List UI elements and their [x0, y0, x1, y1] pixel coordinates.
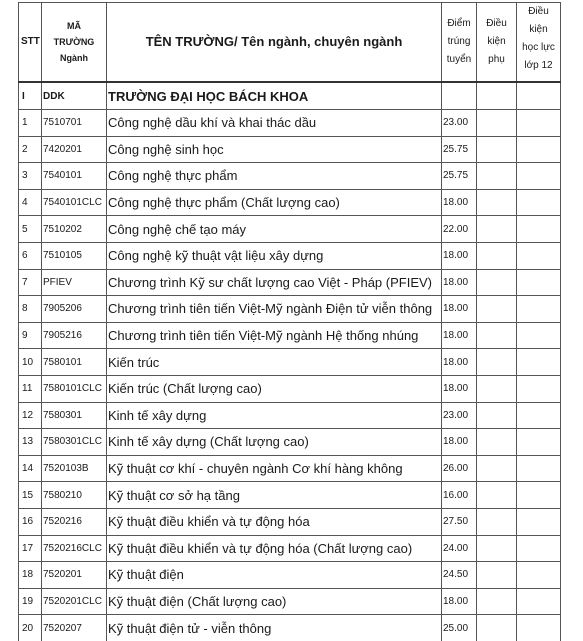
- row-score: 18.00: [442, 189, 477, 216]
- row-extra-condition: [477, 189, 517, 216]
- row-gpa-condition: [517, 163, 561, 190]
- row-gpa-condition: [517, 562, 561, 589]
- row-stt: 3: [19, 163, 42, 190]
- row-extra-condition: [477, 562, 517, 589]
- table-row: [19, 588, 561, 615]
- header-extra-line2: kiện: [487, 36, 506, 47]
- row-gpa-condition: [517, 615, 561, 641]
- row-score: 23.00: [442, 110, 477, 137]
- row-gpa-condition: [517, 242, 561, 269]
- row-score: 22.00: [442, 216, 477, 243]
- row-stt: 8: [19, 296, 42, 323]
- row-extra-condition: [477, 296, 517, 323]
- row-program-name: Kỹ thuật cơ sở hạ tầng: [107, 482, 442, 509]
- row-code: 7510105: [42, 242, 107, 269]
- row-extra-condition: [477, 322, 517, 349]
- row-program-name: Kỹ thuật điện: [107, 562, 442, 589]
- table-row: [19, 508, 561, 535]
- row-program-name: Công nghệ thực phẩm: [107, 163, 442, 190]
- row-gpa-condition: [517, 482, 561, 509]
- row-program-name: Kiến trúc: [107, 349, 442, 376]
- school-code: DDK: [42, 82, 107, 110]
- header-score-line1: Điểm: [447, 18, 471, 29]
- school-stt: I: [19, 82, 42, 110]
- row-gpa-condition: [517, 349, 561, 376]
- row-code: 7520201CLC: [42, 588, 107, 615]
- row-gpa-condition: [517, 375, 561, 402]
- row-score: 18.00: [442, 296, 477, 323]
- row-code: 7510701: [42, 110, 107, 137]
- row-code: 7905206: [42, 296, 107, 323]
- row-stt: 7: [19, 269, 42, 296]
- header-gpa-line3: học lực: [522, 42, 555, 53]
- row-score: 18.00: [442, 242, 477, 269]
- header-code-line2: TRƯỜNG: [53, 37, 95, 47]
- row-stt: 18: [19, 562, 42, 589]
- row-program-name: Kỹ thuật điện tử - viễn thông: [107, 615, 442, 641]
- header-score: [442, 3, 477, 83]
- row-program-name: Công nghệ chế tạo máy: [107, 216, 442, 243]
- row-stt: 14: [19, 455, 42, 482]
- table-body: [19, 82, 561, 641]
- header-score-line3: tuyển: [446, 54, 472, 65]
- row-program-name: Kỹ thuật điện (Chất lượng cao): [107, 588, 442, 615]
- table-row: [19, 535, 561, 562]
- row-extra-condition: [477, 615, 517, 641]
- table-row: [19, 189, 561, 216]
- row-code: PFIEV: [42, 269, 107, 296]
- row-code: 7540101: [42, 163, 107, 190]
- row-stt: 12: [19, 402, 42, 429]
- admission-score-table: [18, 2, 561, 641]
- header-gpa-line2: kiện: [529, 24, 548, 35]
- row-code: 7540101CLC: [42, 189, 107, 216]
- table-row: [19, 163, 561, 190]
- row-code: 7580101CLC: [42, 375, 107, 402]
- row-stt: 5: [19, 216, 42, 243]
- row-code: 7510202: [42, 216, 107, 243]
- row-program-name: Kinh tế xây dựng: [107, 402, 442, 429]
- row-stt: 15: [19, 482, 42, 509]
- row-program-name: Chương trình Kỹ sư chất lượng cao Việt - Pháp (PFIEV): [107, 269, 442, 296]
- row-stt: 17: [19, 535, 42, 562]
- row-code: 7580301CLC: [42, 429, 107, 456]
- table-row: [19, 110, 561, 137]
- row-code: 7905216: [42, 322, 107, 349]
- table-row: [19, 349, 561, 376]
- row-gpa-condition: [517, 402, 561, 429]
- school-score-cell: [442, 82, 477, 110]
- row-gpa-condition: [517, 110, 561, 137]
- header-extra-line1: Điều: [486, 18, 507, 29]
- row-code: 7580210: [42, 482, 107, 509]
- row-extra-condition: [477, 269, 517, 296]
- row-code: 7520201: [42, 562, 107, 589]
- row-stt: 2: [19, 136, 42, 163]
- row-program-name: Công nghệ dầu khí và khai thác dầu: [107, 110, 442, 137]
- header-gpa-condition: [517, 3, 561, 83]
- table-row: [19, 375, 561, 402]
- row-score: 18.00: [442, 349, 477, 376]
- row-program-name: Kinh tế xây dựng (Chất lượng cao): [107, 429, 442, 456]
- header-extra-condition: [477, 3, 517, 83]
- table-row: [19, 402, 561, 429]
- row-gpa-condition: [517, 588, 561, 615]
- header-gpa-line4: lớp 12: [524, 60, 553, 71]
- school-extra-cell: [477, 82, 517, 110]
- row-score: 18.00: [442, 588, 477, 615]
- school-gpa-cell: [517, 82, 561, 110]
- row-score: 16.00: [442, 482, 477, 509]
- header-name: TÊN TRƯỜNG/ Tên ngành, chuyên ngành: [107, 3, 442, 83]
- row-program-name: Kiến trúc (Chất lượng cao): [107, 375, 442, 402]
- row-gpa-condition: [517, 189, 561, 216]
- row-gpa-condition: [517, 269, 561, 296]
- row-program-name: Chương trình tiên tiến Việt-Mỹ ngành Hệ thống nhúng: [107, 322, 442, 349]
- table-row: [19, 296, 561, 323]
- row-score: 26.00: [442, 455, 477, 482]
- row-program-name: Công nghệ sinh học: [107, 136, 442, 163]
- row-program-name: Công nghệ thực phẩm (Chất lượng cao): [107, 189, 442, 216]
- row-extra-condition: [477, 110, 517, 137]
- table-row: [19, 482, 561, 509]
- row-extra-condition: [477, 455, 517, 482]
- row-code: 7580301: [42, 402, 107, 429]
- row-extra-condition: [477, 216, 517, 243]
- row-score: 18.00: [442, 375, 477, 402]
- row-gpa-condition: [517, 322, 561, 349]
- row-score: 18.00: [442, 269, 477, 296]
- row-score: 24.00: [442, 535, 477, 562]
- row-score: 27.50: [442, 508, 477, 535]
- row-extra-condition: [477, 482, 517, 509]
- header-extra-line3: phụ: [488, 54, 505, 65]
- row-stt: 11: [19, 375, 42, 402]
- row-score: 25.75: [442, 136, 477, 163]
- school-name: TRƯỜNG ĐẠI HỌC BÁCH KHOA: [107, 82, 442, 110]
- row-gpa-condition: [517, 296, 561, 323]
- header-gpa-line1: Điều: [528, 6, 549, 17]
- row-extra-condition: [477, 402, 517, 429]
- table-row: [19, 562, 561, 589]
- row-gpa-condition: [517, 535, 561, 562]
- row-gpa-condition: [517, 455, 561, 482]
- row-score: 18.00: [442, 322, 477, 349]
- row-stt: 9: [19, 322, 42, 349]
- row-stt: 20: [19, 615, 42, 641]
- table-row: [19, 615, 561, 641]
- row-stt: 13: [19, 429, 42, 456]
- row-score: 23.00: [442, 402, 477, 429]
- row-code: 7520207: [42, 615, 107, 641]
- table-row: [19, 455, 561, 482]
- row-score: 18.00: [442, 429, 477, 456]
- header-code-line1: MÃ: [67, 21, 81, 31]
- row-stt: 16: [19, 508, 42, 535]
- row-code: 7520103B: [42, 455, 107, 482]
- row-code: 7580101: [42, 349, 107, 376]
- row-program-name: Kỹ thuật điều khiển và tự động hóa: [107, 508, 442, 535]
- row-stt: 6: [19, 242, 42, 269]
- row-extra-condition: [477, 535, 517, 562]
- row-extra-condition: [477, 508, 517, 535]
- row-extra-condition: [477, 136, 517, 163]
- row-program-name: Công nghệ kỹ thuật vật liệu xây dựng: [107, 242, 442, 269]
- table-row: [19, 136, 561, 163]
- row-program-name: Kỹ thuật điều khiển và tự động hóa (Chất lượng cao): [107, 535, 442, 562]
- table-row: [19, 242, 561, 269]
- row-program-name: Kỹ thuật cơ khí - chuyên ngành Cơ khí hàng không: [107, 455, 442, 482]
- header-stt: STT: [19, 3, 42, 83]
- table-header-row: [19, 3, 561, 83]
- row-code: 7420201: [42, 136, 107, 163]
- row-extra-condition: [477, 163, 517, 190]
- row-extra-condition: [477, 349, 517, 376]
- table-row: [19, 269, 561, 296]
- row-gpa-condition: [517, 136, 561, 163]
- header-score-line2: trúng: [447, 36, 471, 47]
- header-code: [42, 3, 107, 83]
- row-extra-condition: [477, 588, 517, 615]
- row-gpa-condition: [517, 216, 561, 243]
- row-gpa-condition: [517, 429, 561, 456]
- row-gpa-condition: [517, 508, 561, 535]
- row-stt: 19: [19, 588, 42, 615]
- row-program-name: Chương trình tiên tiến Việt-Mỹ ngành Điện tử viễn thông: [107, 296, 442, 323]
- row-code: 7520216CLC: [42, 535, 107, 562]
- table-row: [19, 216, 561, 243]
- row-extra-condition: [477, 242, 517, 269]
- row-score: 25.75: [442, 163, 477, 190]
- row-score: 24.50: [442, 562, 477, 589]
- school-row: [19, 82, 561, 110]
- header-code-line3: Ngành: [60, 53, 88, 63]
- row-stt: 4: [19, 189, 42, 216]
- table-row: [19, 322, 561, 349]
- row-extra-condition: [477, 429, 517, 456]
- row-extra-condition: [477, 375, 517, 402]
- table-row: [19, 429, 561, 456]
- row-score: 25.00: [442, 615, 477, 641]
- row-code: 7520216: [42, 508, 107, 535]
- row-stt: 10: [19, 349, 42, 376]
- row-stt: 1: [19, 110, 42, 137]
